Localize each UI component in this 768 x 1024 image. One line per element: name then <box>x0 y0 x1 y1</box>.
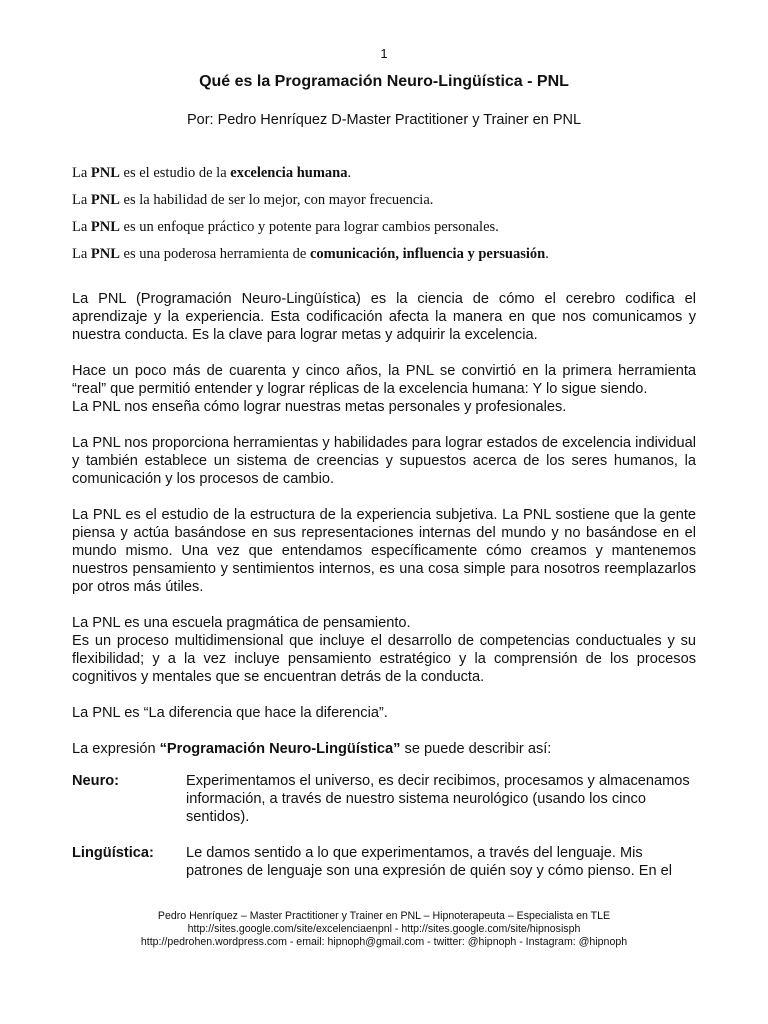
footer-line: Pedro Henríquez – Master Practitioner y Trainer en PNL – Hipnoterapeuta – Especialista en TLE <box>157 910 611 922</box>
definition-neuro <box>72 772 696 826</box>
paragraph: La PNL (Programación Neuro-Lingüística) es la ciencia de cómo el cerebro codifica el aprendizaje y la experiencia. Esta codificación afecta la manera en que nos comunicamos y nuestra conducta. Es la clave para lograr metas y adquirir la excelencia. <box>72 291 696 343</box>
paragraph: La PNL nos enseña cómo lograr nuestras metas personales y profesionales. <box>72 399 567 415</box>
page-number: 1 <box>380 46 388 61</box>
paragraph: La PNL es el estudio de la estructura de la experiencia subjetiva. La PNL sostiene que la gente piensa y actúa basándose en sus representaciones internas del mundo y no basándose en el mundo mismo. Una vez que entendamos específicamente cómo creamos y mantenemos nuestros pensamiento y sentimientos internos, es una cosa simple para nosotros reemplazarlos por otros más útiles. <box>72 507 696 595</box>
summary-line: La PNL es un enfoque práctico y potente para lograr cambios personales. <box>72 219 499 235</box>
summary-line: La PNL es el estudio de la excelencia humana. <box>72 165 352 181</box>
paragraph: La PNL es “La diferencia que hace la diferencia”. <box>72 705 388 721</box>
paragraph: La PNL es una escuela pragmática de pensamiento. <box>72 615 411 631</box>
paragraph: La PNL nos proporciona herramientas y habilidades para lograr estados de excelencia individual y también establece un sistema de creencias y supuestos acerca de los seres humanos, la comunicación y los procesos de cambio. <box>72 435 696 487</box>
paragraph: Hace un poco más de cuarenta y cinco años, la PNL se convirtió en la primera herramienta “real” que permitió entender y lograr réplicas de la excelencia humana: Y lo sigue siendo. <box>72 363 696 397</box>
definition-linguistica <box>72 844 696 880</box>
document-title: Qué es la Programación Neuro-Lingüística - PNL <box>199 73 569 90</box>
footer-line: http://sites.google.com/site/excelenciaenpnl - http://sites.google.com/site/hipnosisph <box>187 923 581 935</box>
summary-line: La PNL es la habilidad de ser lo mejor, con mayor frecuencia. <box>72 192 434 208</box>
document-body <box>72 290 696 776</box>
definition-term: Neuro: <box>72 773 120 789</box>
page-footer <box>0 910 768 949</box>
document-author: Por: Pedro Henríquez D-Master Practitioner y Trainer en PNL <box>186 112 582 128</box>
paragraph: Es un proceso multidimensional que incluye el desarrollo de competencias conductuales y su flexibilidad; y a la vez incluye pensamiento estratégico y la comprensión de los procesos cognitivos y mentales que se encuentran detrás de la conducta. <box>72 633 696 685</box>
pnl-summary-lines <box>72 163 696 271</box>
expression-line: La expresión “Programación Neuro-Lingüística” se puede describir así: <box>72 741 552 757</box>
footer-line: http://pedrohen.wordpress.com - email: hipnoph@gmail.com - twitter: @hipnoph - Instagram: @hipnoph <box>140 936 628 948</box>
definition-term: Lingüística: <box>72 845 154 861</box>
definition-text: Le damos sentido a lo que experimentamos, a través del lenguaje. Mis patrones de lenguaje son una expresión de quién soy y cómo pienso. En el <box>186 845 672 879</box>
summary-line: La PNL es una poderosa herramienta de comunicación, influencia y persuasión. <box>72 246 549 262</box>
definition-text: Experimentamos el universo, es decir recibimos, procesamos y almacenamos información, a través de nuestro sistema neurológico (usando los cinco sentidos). <box>186 773 690 825</box>
